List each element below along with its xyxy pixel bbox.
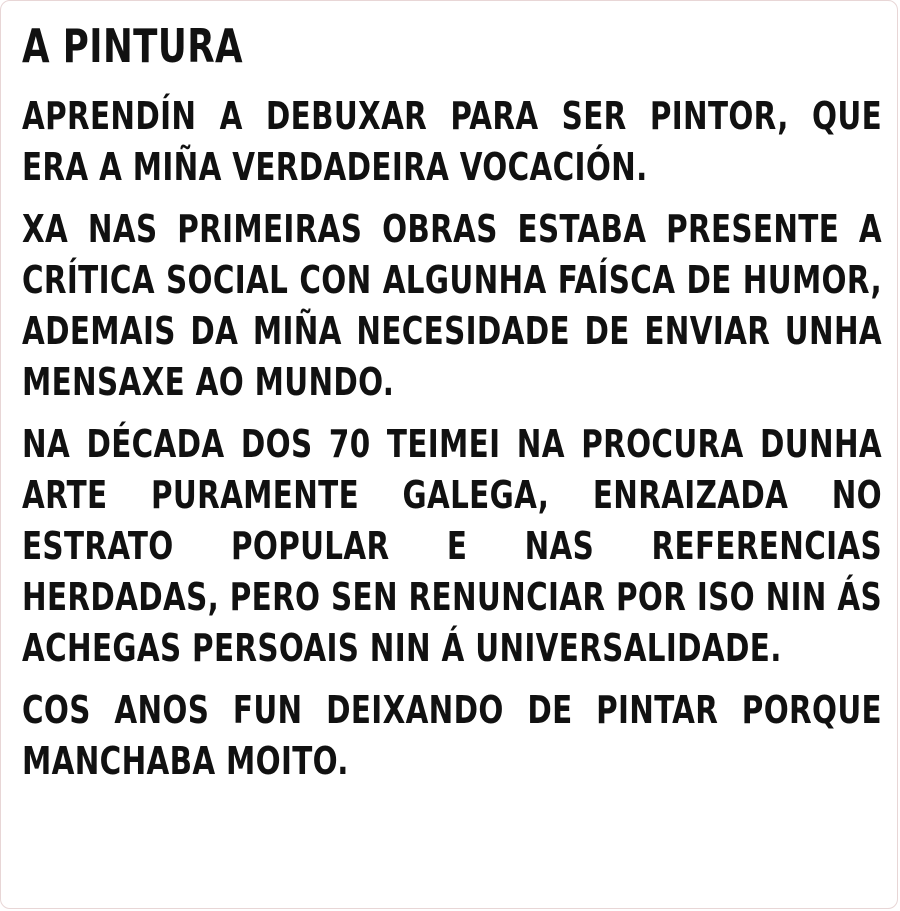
paragraph-2: XA NAS PRIMEIRAS OBRAS ESTABA PRESENTE A CRÍTICA SOCIAL CON ALGUNHA FAÍSCA DE HUMOR, ADEMAIS DA MIÑA NECESIDADE DE ENVIAR UNHA MENSAXE AO MUNDO. — [22, 207, 882, 404]
paragraph-4: COS ANOS FUN DEIXANDO DE PINTAR PORQUE MANCHABA MOITO. — [22, 688, 882, 783]
paragraph-3: NA DÉCADA DOS 70 TEIMEI NA PROCURA DUNHA ARTE PURAMENTE GALEGA, ENRAIZADA NO ESTRATO POPULAR E NAS REFERENCIAS HERDADAS, PERO SEN RENUNCIAR POR ISO NIN ÁS ACHEGAS PERSOAIS NIN Á UNIVERSALIDADE. — [22, 422, 882, 670]
text-content — [22, 13, 882, 787]
paragraph-1: APRENDÍN A DEBUXAR PARA SER PINTOR, QUE ERA A MIÑA VERDADEIRA VOCACIÓN. — [22, 94, 882, 189]
page-title: A PINTURA — [22, 19, 244, 73]
